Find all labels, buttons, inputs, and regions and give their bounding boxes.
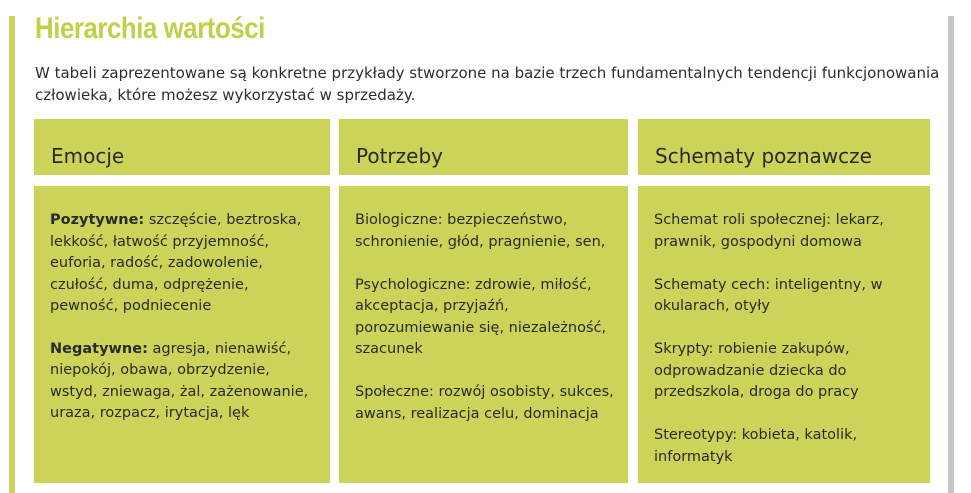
column-header-emocje <box>34 119 330 175</box>
intro-text: W tabeli zaprezentowane są konkretne przykłady stworzone na bazie trzech fundamentalnych tendencji funkcjonowania człowieka, które możesz wykorzystać w sprzedaży. <box>35 64 940 104</box>
needs-biological: Biologiczne: bezpieczeństwo, schronienie, głód, pragnienie, sen, <box>355 212 606 250</box>
schema-stereotypes: Stereotypy: kobieta, katolik, informatyk <box>654 427 858 465</box>
column-body-potrzeby <box>339 186 628 483</box>
page-title: Hierarchia wartości <box>35 12 265 45</box>
emotion-negative-text: agresja, nienawiść, niepokój, obawa, obrzydzenie, wstyd, zniewaga, żal, zażenowanie, uraza, rozpacz, irytacja, lęk <box>50 340 309 421</box>
schema-scripts: Skrypty: robienie zakupów, odprowadzanie dziecka do przedszkola, droga do pracy <box>654 341 859 400</box>
right-border-bar <box>948 16 954 493</box>
emotion-positive-text: szczęście, beztroska, lekkość, łatwość przyjemność, euforia, radość, zadowolenie, czułość, duma, odprężenie, pewność, podniecenie <box>50 212 302 314</box>
needs-social: Społeczne: rozwój osobisty, sukces, awans, realizacja celu, dominacja <box>355 384 614 422</box>
column-header-label: Schematy poznawcze <box>655 144 872 168</box>
column-header-label: Potrzeby <box>356 144 443 168</box>
emotion-positive <box>50 210 320 318</box>
column-header-potrzeby <box>339 119 628 175</box>
emotion-negative-label: Negatywne: <box>50 340 148 357</box>
schema-social-role: Schemat roli społecznej: lekarz, prawnik, gospodyni domowa <box>654 212 884 250</box>
column-body-emocje <box>34 186 330 483</box>
column-header-schematy <box>638 119 930 175</box>
emotion-negative <box>50 339 320 425</box>
column-header-label: Emocje <box>51 144 125 168</box>
needs-psychological: Psychologiczne: zdrowie, miłość, akceptacja, przyjaźń, porozumiewanie się, niezależność, szacunek <box>355 276 607 357</box>
schema-traits: Schematy cech: inteligentny, w okularach, otyły <box>654 276 883 314</box>
left-accent-bar <box>9 16 15 493</box>
column-body-schematy <box>638 186 930 483</box>
emotion-positive-label: Pozytywne: <box>50 212 145 228</box>
